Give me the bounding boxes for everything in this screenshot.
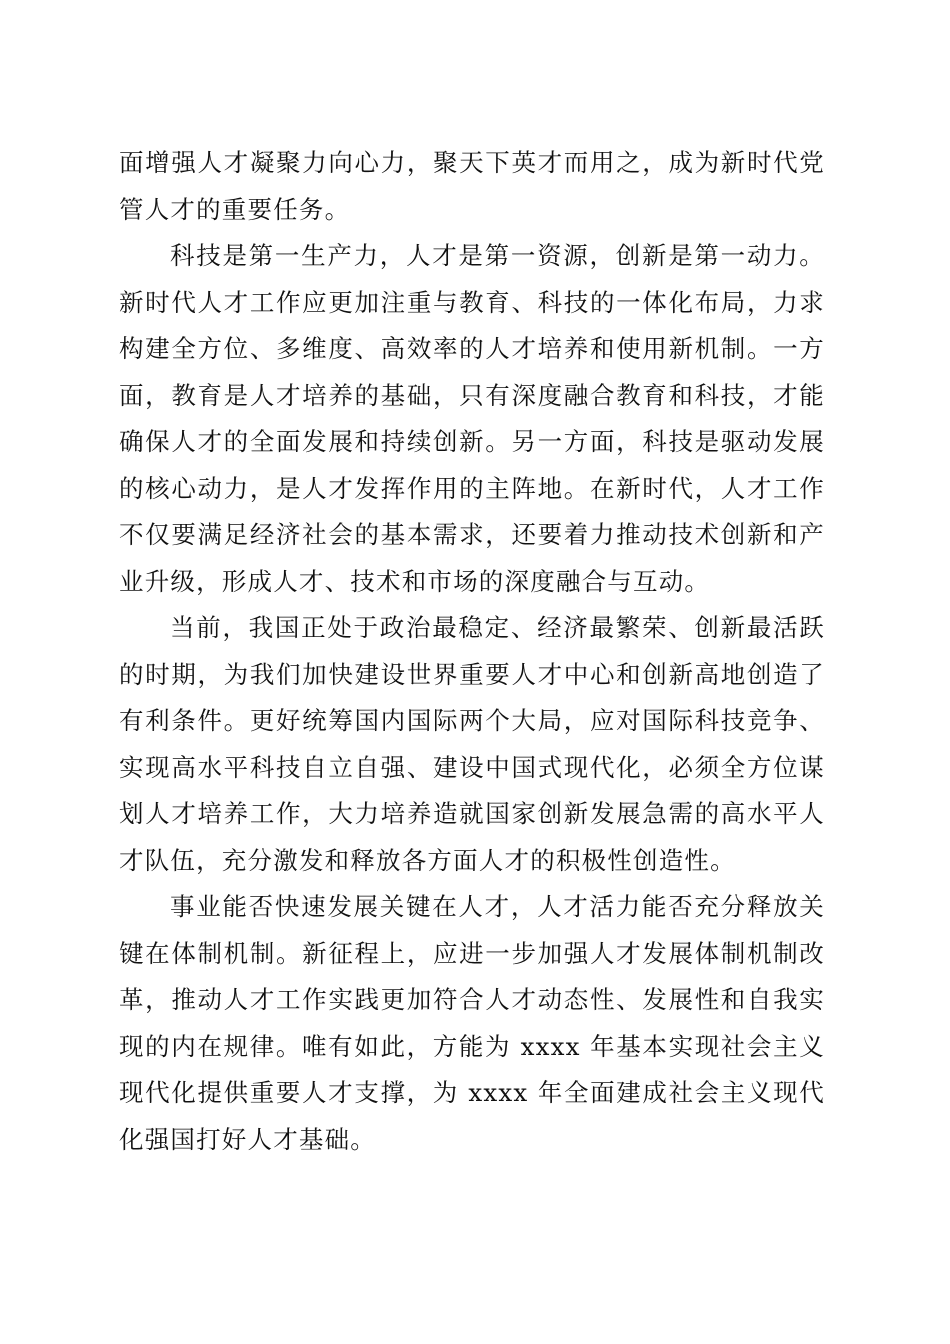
paragraph-current-situation: 当前，我国正处于政治最稳定、经济最繁荣、创新最活跃的时期，为我们加快建设世界重要人才中心和创新高地创造了有利条件。更好统筹国内国际两个大局，应对国际科技竞争、实现高水平科技自立自强、建设中国式现代化，必须全方位谋划人才培养工作，大力培养造就国家创新发展急需的高水平人才队伍，充分激发和释放各方面人才的积极性创造性。	[119, 613, 825, 875]
paragraph-institutional-reform: 事业能否快速发展关键在人才，人才活力能否充分释放关键在体制机制。新征程上，应进一步加强人才发展体制机制改革，推动人才工作实践更加符合人才动态性、发展性和自我实现的内在规律。唯有如此，方能为 xxxx 年基本实现社会主义现代化提供重要人才支撑，为 xxxx 年全面建成社会主义现代化强国打好人才基础。	[119, 892, 825, 1154]
paragraph-tech-education: 科技是第一生产力，人才是第一资源，创新是第一动力。新时代人才工作应更加注重与教育、科技的一体化布局，力求构建全方位、多维度、高效率的人才培养和使用新机制。一方面，教育是人才培养的基础，只有深度融合教育和科技，才能确保人才的全面发展和持续创新。另一方面，科技是驱动发展的核心动力，是人才发挥作用的主阵地。在新时代，人才工作不仅要满足经济社会的基本需求，还要着力推动技术创新和产业升级，形成人才、技术和市场的深度融合与互动。	[119, 241, 825, 596]
paragraph-continued: 面增强人才凝聚力向心力，聚天下英才而用之，成为新时代党管人才的重要任务。	[119, 148, 825, 224]
document-body	[119, 140, 825, 1163]
